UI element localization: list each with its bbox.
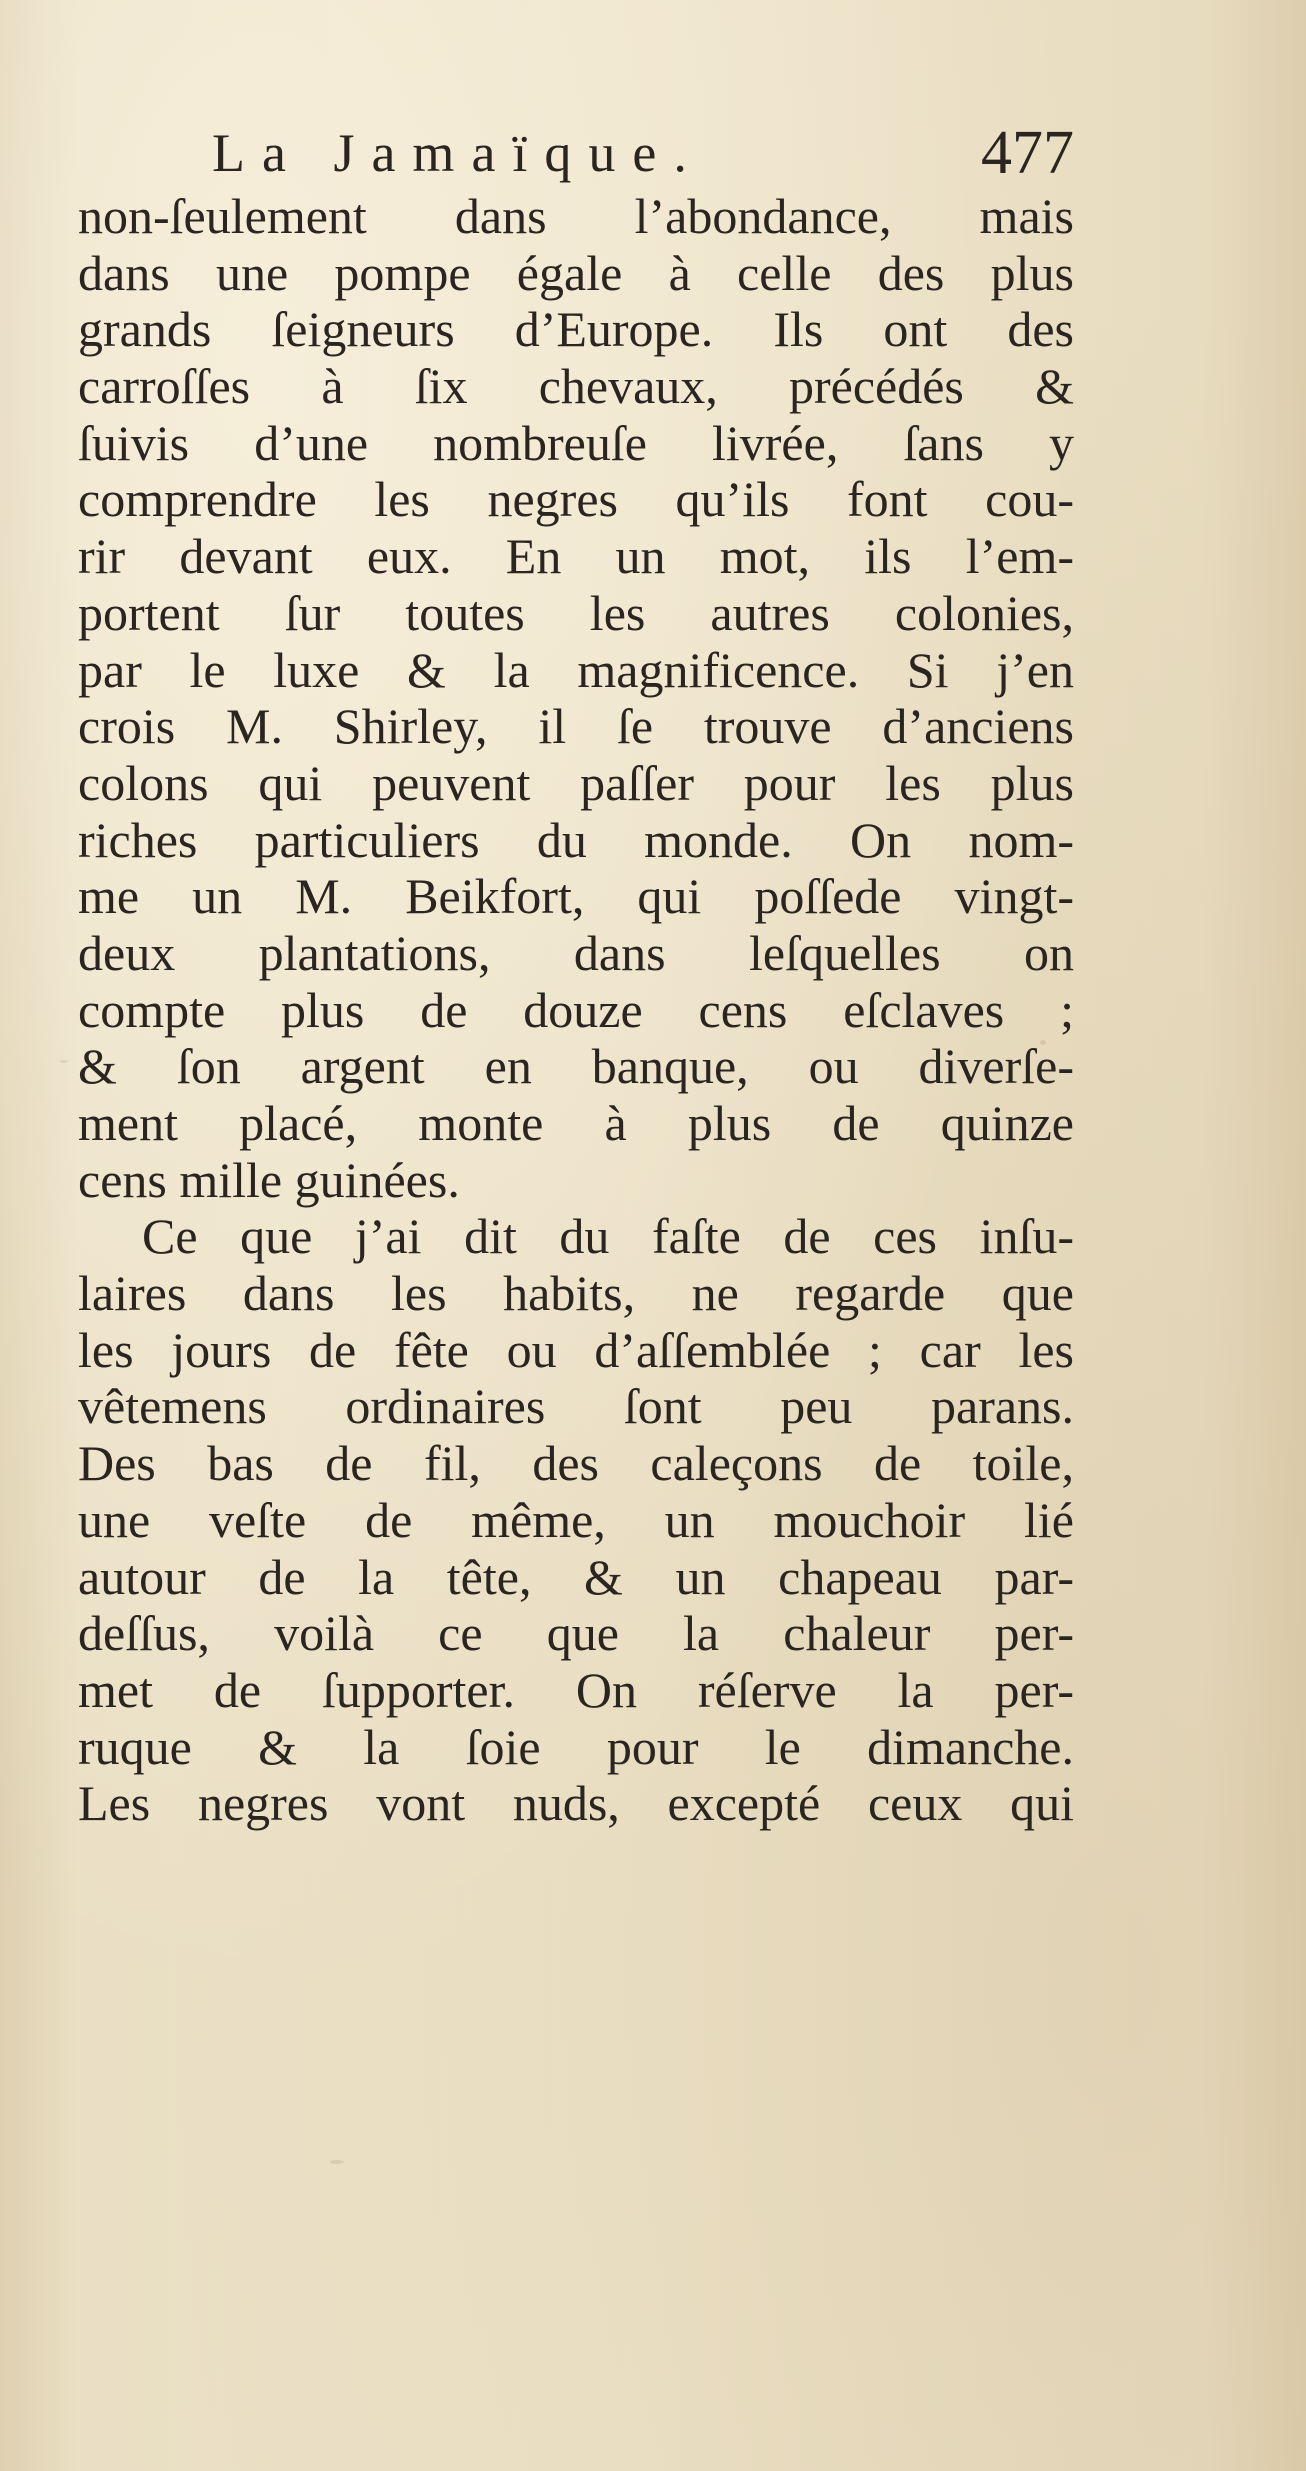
text-line: rir devant eux. En un mot, ils l’em-	[78, 528, 1074, 585]
text-line: ſuivis d’une nombreuſe livrée, ſans y	[78, 414, 1074, 471]
text-line: dans une pompe égale à celle des plus	[78, 244, 1074, 301]
text-line: laires dans les habits, ne regarde que	[78, 1265, 1074, 1322]
text-line: Les negres vont nuds, excepté ceux qui	[78, 1775, 1074, 1832]
text-line: deſſus, voilà ce que la chaleur per-	[78, 1605, 1074, 1662]
foxing-spot	[330, 2160, 344, 2164]
text-line: compte plus de douze cens eſclaves ;	[78, 981, 1074, 1038]
text-line: non-ſeulement dans l’abondance, mais	[78, 188, 1074, 244]
text-line: comprendre les negres qu’ils font cou-	[78, 471, 1074, 528]
text-line: met de ſupporter. On réſerve la per-	[78, 1661, 1074, 1718]
text-line: par le luxe & la magnificence. Si j’en	[78, 641, 1074, 698]
paragraph-end-line: cens mille guinées.	[78, 1151, 460, 1208]
page-number: 477	[981, 119, 1074, 187]
text-line: me un M. Beikfort, qui poſſede vingt-	[78, 868, 1074, 925]
text-line: ment placé, monte à plus de quinze	[78, 1095, 1074, 1151]
text-line: autour de la tête, & un chapeau par-	[78, 1548, 1074, 1605]
text-line: ruque & la ſoie pour le dimanche.	[78, 1718, 1074, 1775]
text-line: carroſſes à ſix chevaux, précédés &	[78, 358, 1074, 415]
text-line: Des bas de fil, des caleçons de toile,	[78, 1435, 1074, 1492]
paragraph-first-line: Ce que j’ai dit du faſte de ces inſu-	[142, 1208, 1074, 1265]
text-body	[78, 188, 1074, 1832]
text-line: crois M. Shirley, il ſe trouve d’anciens	[78, 698, 1074, 755]
text-line: riches particuliers du monde. On nom-	[78, 811, 1074, 868]
running-head	[212, 118, 1074, 188]
running-title: La Jamaïque.	[212, 123, 704, 183]
text-line: une veſte de même, un mouchoir lié	[78, 1491, 1074, 1548]
text-line: portent ſur toutes les autres colonies,	[78, 584, 1074, 641]
text-line: grands ſeigneurs d’Europe. Ils ont des	[78, 301, 1074, 358]
text-line: deux plantations, dans leſquelles on	[78, 924, 1074, 981]
text-line: & ſon argent en banque, ou diverſe-	[78, 1038, 1074, 1095]
foxing-spot	[60, 1060, 68, 1063]
text-line: les jours de fête ou d’aſſemblée ; car les	[78, 1321, 1074, 1378]
text-line: vêtemens ordinaires ſont peu parans.	[78, 1378, 1074, 1435]
text-line: colons qui peuvent paſſer pour les plus	[78, 754, 1074, 811]
